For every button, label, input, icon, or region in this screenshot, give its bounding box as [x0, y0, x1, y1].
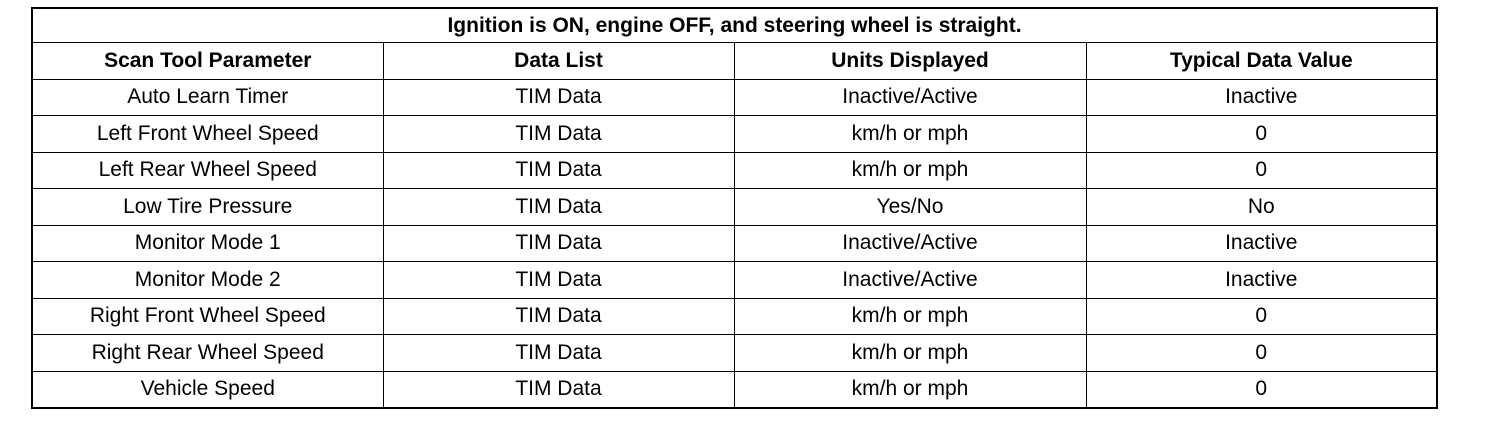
- cell-parameter: Right Rear Wheel Speed: [32, 335, 383, 372]
- cell-data-list: TIM Data: [383, 189, 734, 226]
- cell-units: Inactive/Active: [734, 79, 1086, 116]
- cell-units: Inactive/Active: [734, 225, 1086, 262]
- cell-parameter: Monitor Mode 2: [32, 262, 383, 299]
- cell-data-list: TIM Data: [383, 262, 734, 299]
- cell-units: km/h or mph: [734, 152, 1086, 189]
- cell-parameter: Left Front Wheel Speed: [32, 116, 383, 153]
- cell-units: km/h or mph: [734, 371, 1086, 408]
- table-row: [32, 189, 1437, 226]
- cell-typical-value: 0: [1086, 152, 1437, 189]
- cell-typical-value: 0: [1086, 298, 1437, 335]
- cell-typical-value: 0: [1086, 335, 1437, 372]
- cell-typical-value: Inactive: [1086, 79, 1437, 116]
- cell-data-list: TIM Data: [383, 335, 734, 372]
- header-scan-tool-parameter: Scan Tool Parameter: [32, 43, 383, 80]
- cell-typical-value: Inactive: [1086, 262, 1437, 299]
- caption-row: [32, 8, 1437, 43]
- table-row: [32, 298, 1437, 335]
- cell-data-list: TIM Data: [383, 152, 734, 189]
- cell-units: km/h or mph: [734, 335, 1086, 372]
- table-row: [32, 116, 1437, 153]
- cell-data-list: TIM Data: [383, 225, 734, 262]
- cell-typical-value: 0: [1086, 116, 1437, 153]
- cell-units: Inactive/Active: [734, 262, 1086, 299]
- cell-data-list: TIM Data: [383, 371, 734, 408]
- header-row: [32, 43, 1437, 80]
- header-typical-data-value: Typical Data Value: [1086, 43, 1437, 80]
- cell-units: Yes/No: [734, 189, 1086, 226]
- cell-data-list: TIM Data: [383, 79, 734, 116]
- cell-data-list: TIM Data: [383, 298, 734, 335]
- cell-typical-value: 0: [1086, 371, 1437, 408]
- table-caption: Ignition is ON, engine OFF, and steering wheel is straight.: [32, 8, 1437, 43]
- table-row: [32, 335, 1437, 372]
- table-row: [32, 152, 1437, 189]
- cell-parameter: Auto Learn Timer: [32, 79, 383, 116]
- table-row: [32, 262, 1437, 299]
- cell-parameter: Vehicle Speed: [32, 371, 383, 408]
- cell-typical-value: Inactive: [1086, 225, 1437, 262]
- cell-typical-value: No: [1086, 189, 1437, 226]
- cell-parameter: Low Tire Pressure: [32, 189, 383, 226]
- cell-units: km/h or mph: [734, 116, 1086, 153]
- header-units-displayed: Units Displayed: [734, 43, 1086, 80]
- cell-parameter: Left Rear Wheel Speed: [32, 152, 383, 189]
- table-row: [32, 371, 1437, 408]
- table-row: [32, 225, 1437, 262]
- cell-parameter: Right Front Wheel Speed: [32, 298, 383, 335]
- header-data-list: Data List: [383, 43, 734, 80]
- table-row: [32, 79, 1437, 116]
- cell-parameter: Monitor Mode 1: [32, 225, 383, 262]
- cell-data-list: TIM Data: [383, 116, 734, 153]
- scan-tool-data-table: [31, 7, 1438, 409]
- cell-units: km/h or mph: [734, 298, 1086, 335]
